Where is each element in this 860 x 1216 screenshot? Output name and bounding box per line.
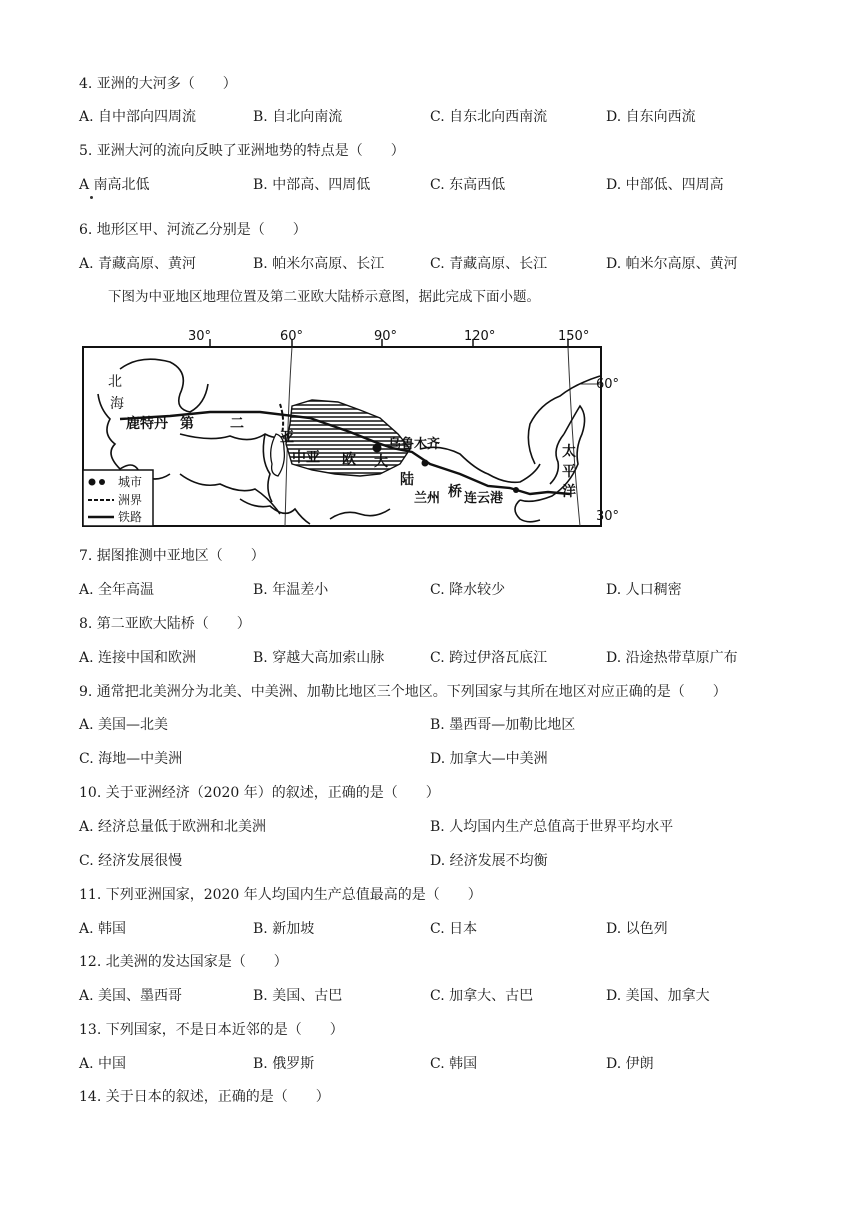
option-c[interactable]: C. 加拿大、古巴 xyxy=(430,988,534,1004)
question-4-options xyxy=(0,105,860,129)
option-a[interactable]: A. 全年高温 xyxy=(79,582,155,598)
option-b[interactable]: B. 新加坡 xyxy=(253,921,315,937)
lon-label-90: 90° xyxy=(374,329,398,344)
legend-boundary: 洲界 xyxy=(118,493,143,507)
label-ou: 欧 xyxy=(342,452,356,468)
option-d[interactable]: D. 人口稠密 xyxy=(606,582,682,598)
question-9-options-row2 xyxy=(0,747,860,771)
question-7 xyxy=(0,544,860,568)
option-b[interactable]: B. 美国、古巴 xyxy=(253,988,343,1004)
label-north-sea-2: 海 xyxy=(110,396,124,412)
label-central-asia: 中亚 xyxy=(292,450,320,466)
question-12 xyxy=(0,950,860,974)
lon-label-120: 120° xyxy=(464,329,496,344)
option-a[interactable]: A. 美国—北美 xyxy=(79,717,169,733)
question-stem: 5. 亚洲大河的流向反映了亚洲地势的特点是（ ） xyxy=(79,143,405,159)
label-er: 二 xyxy=(230,416,244,432)
option-c[interactable]: C. 韩国 xyxy=(430,1056,478,1072)
map-legend xyxy=(83,470,153,526)
question-12-options xyxy=(0,984,860,1008)
option-d[interactable]: D. 中部低、四周高 xyxy=(606,177,724,193)
city-lianyungang xyxy=(513,487,519,493)
option-d[interactable]: D. 伊朗 xyxy=(606,1056,654,1072)
option-d[interactable]: D. 经济发展不均衡 xyxy=(430,853,548,869)
option-c[interactable]: C. 东高西低 xyxy=(430,177,506,193)
label-lanzhou: 兰州 xyxy=(414,491,441,506)
lon-label-60: 60° xyxy=(280,329,304,344)
label-qiao: 桥 xyxy=(448,484,462,500)
option-c[interactable]: C. 自东北向西南流 xyxy=(430,109,548,125)
question-8-options xyxy=(0,646,860,670)
intro-text: 下图为中亚地区地理位置及第二亚欧大陆桥示意图，据此完成下面小题。 xyxy=(108,289,540,305)
label-north-sea-1: 北 xyxy=(108,374,122,390)
option-a[interactable]: A. 美国、墨西哥 xyxy=(79,988,183,1004)
option-a[interactable]: A. 青藏高原、黄河 xyxy=(79,256,197,272)
label-da: 大 xyxy=(374,454,388,470)
option-d[interactable]: D. 以色列 xyxy=(606,921,668,937)
option-c[interactable]: C. 经济发展很慢 xyxy=(79,853,183,869)
question-10-options-row2 xyxy=(0,849,860,873)
question-10-options-row1 xyxy=(0,815,860,839)
lat-label-60: 60° xyxy=(596,377,620,392)
label-pacific-3: 洋 xyxy=(562,484,576,500)
label-ya: 亚 xyxy=(280,430,294,446)
question-11 xyxy=(0,883,860,907)
legend-railway: 铁路 xyxy=(118,510,143,524)
question-stem: 10. 关于亚洲经济（2020 年）的叙述，正确的是（ ） xyxy=(79,785,440,801)
question-stem: 13. 下列国家，不是日本近邻的是（ ） xyxy=(79,1022,344,1038)
question-8 xyxy=(0,612,860,636)
option-b[interactable]: B. 穿越大高加索山脉 xyxy=(253,650,385,666)
question-stem: 14. 关于日本的叙述，正确的是（ ） xyxy=(79,1089,330,1105)
option-d[interactable]: D. 美国、加拿大 xyxy=(606,988,710,1004)
question-6-options xyxy=(0,252,860,276)
question-stem: 9. 通常把北美洲分为北美、中美洲、加勒比地区三个地区。下列国家与其所在地区对应正确的是（ ） xyxy=(79,684,727,700)
legend-city-icon xyxy=(89,479,96,486)
option-c[interactable]: C. 青藏高原、长江 xyxy=(430,256,548,272)
option-c[interactable]: C. 海地—中美洲 xyxy=(79,751,183,767)
question-7-options xyxy=(0,578,860,602)
label-rotterdam: 鹿特丹 xyxy=(126,416,168,432)
lat-label-30: 30° xyxy=(596,509,620,524)
city-urumqi xyxy=(373,444,382,453)
option-c[interactable]: C. 降水较少 xyxy=(430,582,506,598)
option-b[interactable]: B. 自北向南流 xyxy=(253,109,343,125)
label-pacific-2: 平 xyxy=(562,464,576,480)
question-11-options xyxy=(0,917,860,941)
option-a[interactable]: A. 自中部向四周流 xyxy=(79,109,197,125)
question-13 xyxy=(0,1018,860,1042)
question-stem: 12. 北美洲的发达国家是（ ） xyxy=(79,954,288,970)
question-5-options xyxy=(0,173,860,197)
label-pacific-1: 太 xyxy=(562,444,576,460)
city-lanzhou xyxy=(422,460,429,467)
question-9 xyxy=(0,680,860,704)
option-a[interactable]: A. 中国 xyxy=(79,1056,127,1072)
lon-label-150: 150° xyxy=(558,329,590,344)
question-10 xyxy=(0,781,860,805)
option-d[interactable]: D. 沿途热带草原广布 xyxy=(606,650,738,666)
option-b[interactable]: B. 俄罗斯 xyxy=(253,1056,315,1072)
lon-label-30: 30° xyxy=(188,329,212,344)
label-lu: 陆 xyxy=(400,472,414,488)
question-stem: 11. 下列亚洲国家，2020 年人均国内生产总值最高的是（ ） xyxy=(79,887,482,903)
stray-dot xyxy=(90,196,93,199)
label-lianyungang: 连云港 xyxy=(464,491,504,506)
option-c[interactable]: C. 日本 xyxy=(430,921,478,937)
question-5 xyxy=(0,139,860,163)
label-di: 第 xyxy=(180,416,194,432)
map-intro xyxy=(0,285,860,309)
question-stem: 6. 地形区甲、河流乙分别是（ ） xyxy=(79,222,307,238)
option-a[interactable]: A. 经济总量低于欧洲和北美洲 xyxy=(79,819,267,835)
option-d[interactable]: D. 帕米尔高原、黄河 xyxy=(606,256,738,272)
option-a[interactable]: A. 连接中国和欧洲 xyxy=(79,650,197,666)
option-b[interactable]: B. 中部高、四周低 xyxy=(253,177,371,193)
central-asia-map xyxy=(80,324,640,530)
option-b[interactable]: B. 墨西哥—加勒比地区 xyxy=(430,717,576,733)
option-d[interactable]: D. 自东向西流 xyxy=(606,109,696,125)
option-b[interactable]: B. 年温差小 xyxy=(253,582,329,598)
question-stem: 8. 第二亚欧大陆桥（ ） xyxy=(79,616,251,632)
question-6 xyxy=(0,218,860,242)
option-b[interactable]: B. 帕米尔高原、长江 xyxy=(253,256,385,272)
question-4 xyxy=(0,72,860,96)
legend-city: 城市 xyxy=(118,475,143,489)
label-urumqi: 乌鲁木齐 xyxy=(388,437,441,452)
option-c[interactable]: C. 跨过伊洛瓦底江 xyxy=(430,650,548,666)
question-stem: 7. 据图推测中亚地区（ ） xyxy=(79,548,265,564)
option-a[interactable]: A. 韩国 xyxy=(79,921,127,937)
option-d[interactable]: D. 加拿大—中美洲 xyxy=(430,751,548,767)
question-9-options-row1 xyxy=(0,713,860,737)
option-a[interactable]: A 南高北低 xyxy=(79,177,150,193)
question-13-options xyxy=(0,1052,860,1076)
question-stem: 4. 亚洲的大河多（ ） xyxy=(79,76,237,92)
option-b[interactable]: B. 人均国内生产总值高于世界平均水平 xyxy=(430,819,674,835)
question-14 xyxy=(0,1085,860,1109)
